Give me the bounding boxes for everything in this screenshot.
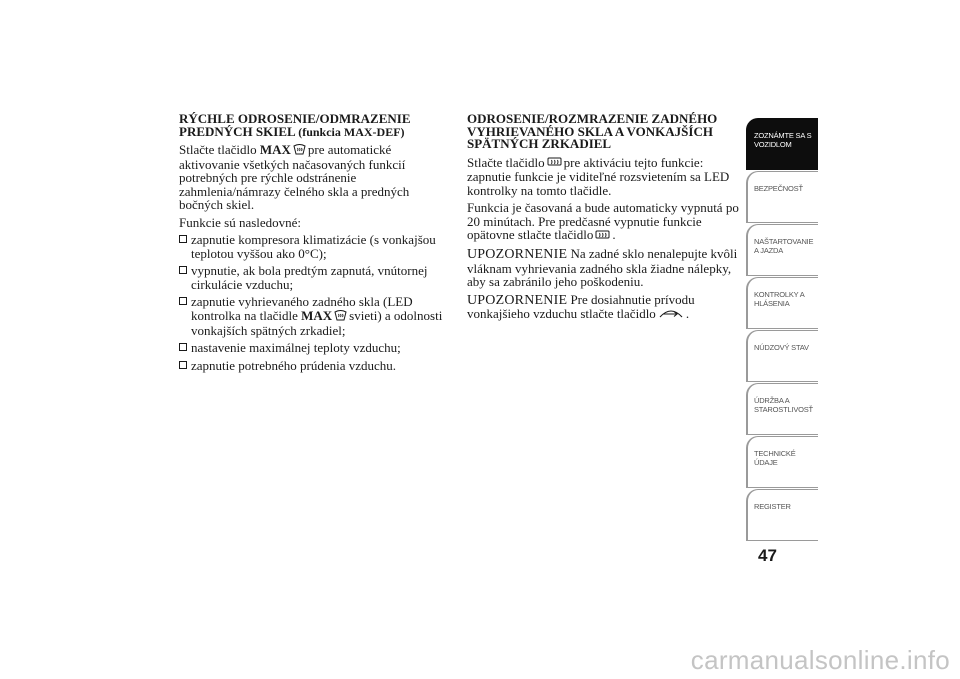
tab-bezpecnost[interactable]: BEZPEČNOSŤ: [746, 171, 818, 223]
tab-register[interactable]: REGISTER: [746, 489, 818, 541]
tab-technicke-udaje[interactable]: TECHNICKÉ ÚDAJE: [746, 436, 818, 488]
checkbox-bullet-icon: [179, 361, 187, 369]
list-item: nastavenie maximálnej teploty vzduchu;: [179, 341, 451, 355]
heading-line: SPÄTNÝCH ZRKADIEL: [467, 136, 612, 151]
tab-zoznamte-sa[interactable]: ZOZNÁMTE SA S VOZIDLOM: [746, 118, 818, 170]
list-item: zapnutie potrebného prúdenia vzduchu.: [179, 359, 451, 373]
chapter-tabs: [746, 118, 818, 542]
max-label: MAX: [301, 307, 333, 323]
checkbox-bullet-icon: [179, 297, 187, 305]
page-number: 47: [758, 546, 777, 565]
rear-window-defrost-icon: [547, 157, 562, 171]
functions-label: Funkcie sú nasledovné:: [179, 214, 302, 230]
checkbox-bullet-icon: [179, 343, 187, 351]
list-item: zapnutie kompresora klimatizácie (s vonkajšou teplotou vyššou ako 0°C);: [179, 233, 451, 260]
warning-paragraph: UPOZORNENIE Na zadné sklo nenalepujte kvôli vláknam vyhrievania zadného skla žiadne nálepky, aby sa zabránilo jeho poškodeniu.: [467, 246, 738, 290]
windshield-defrost-icon: [334, 310, 347, 324]
left-column: [179, 113, 451, 376]
section-heading-rear-defrost: [467, 113, 739, 151]
list-item: vypnutie, ak bola predtým zapnutá, vnútornej cirkulácie vzduchu;: [179, 264, 451, 291]
list-item: zapnutie vyhrievaného zadného skla (LED kontrolka na tlačidle MAX svieti) a odolnosti vonkajších spätných zrkadiel;: [179, 295, 451, 337]
tab-nastartovanie[interactable]: NAŠTARTOVANIE A JAZDA: [746, 224, 818, 276]
section-heading-max-def: [179, 113, 451, 138]
outside-air-icon: [658, 308, 684, 322]
max-label: MAX: [259, 142, 291, 157]
warning-paragraph: UPOZORNENIE Pre dosiahnutie prívodu vonkajšieho vzduchu stlačte tlačidlo .: [467, 291, 695, 322]
windshield-defrost-icon: [293, 144, 306, 158]
function-list: [179, 233, 451, 372]
heading-subtitle: (funkcia MAX-DEF): [298, 124, 405, 139]
timer-paragraph: Funkcia je časovaná a bude automaticky vypnutá po 20 minútach. Pre predčasné vypnutie funkcie opätovne stlačte tlačidlo .: [467, 200, 739, 243]
heading-line: ODROSENIE/ROZMRAZENIE ZADNÉHO: [467, 111, 718, 126]
tab-nudzovy-stav[interactable]: NÚDZOVÝ STAV: [746, 330, 818, 382]
rear-window-defrost-icon: [595, 230, 610, 244]
heading-line: RÝCHLE ODROSENIE/ODMRAZENIE: [179, 111, 411, 126]
watermark: carmanualsonline.info: [690, 645, 950, 675]
tab-kontrolky[interactable]: KONTROLKY A HLÁSENIA: [746, 277, 818, 329]
checkbox-bullet-icon: [179, 266, 187, 274]
activation-paragraph: Stlačte tlačidlo pre aktiváciu tejto funkcie: zapnutie funkcie je viditeľné rozsvietením sa LED kontrolky na tomto tlačidle.: [467, 154, 730, 198]
checkbox-bullet-icon: [179, 235, 187, 243]
tab-udrzba[interactable]: ÚDRŽBA A STAROSTLIVOSŤ: [746, 383, 818, 435]
right-column: [467, 113, 739, 326]
intro-paragraph: Stlačte tlačidlo MAX pre automatické aktivovanie všetkých načasovaných funkcií potrebných pre rýchle odstránenie zahmlenia/námrazy čelného skla a predných bočných skiel.: [179, 142, 410, 213]
heading-line: VYHRIEVANÉHO SKLA A VONKAJŠÍCH: [467, 123, 713, 139]
heading-line: PREDNÝCH SKIEL: [179, 123, 295, 139]
